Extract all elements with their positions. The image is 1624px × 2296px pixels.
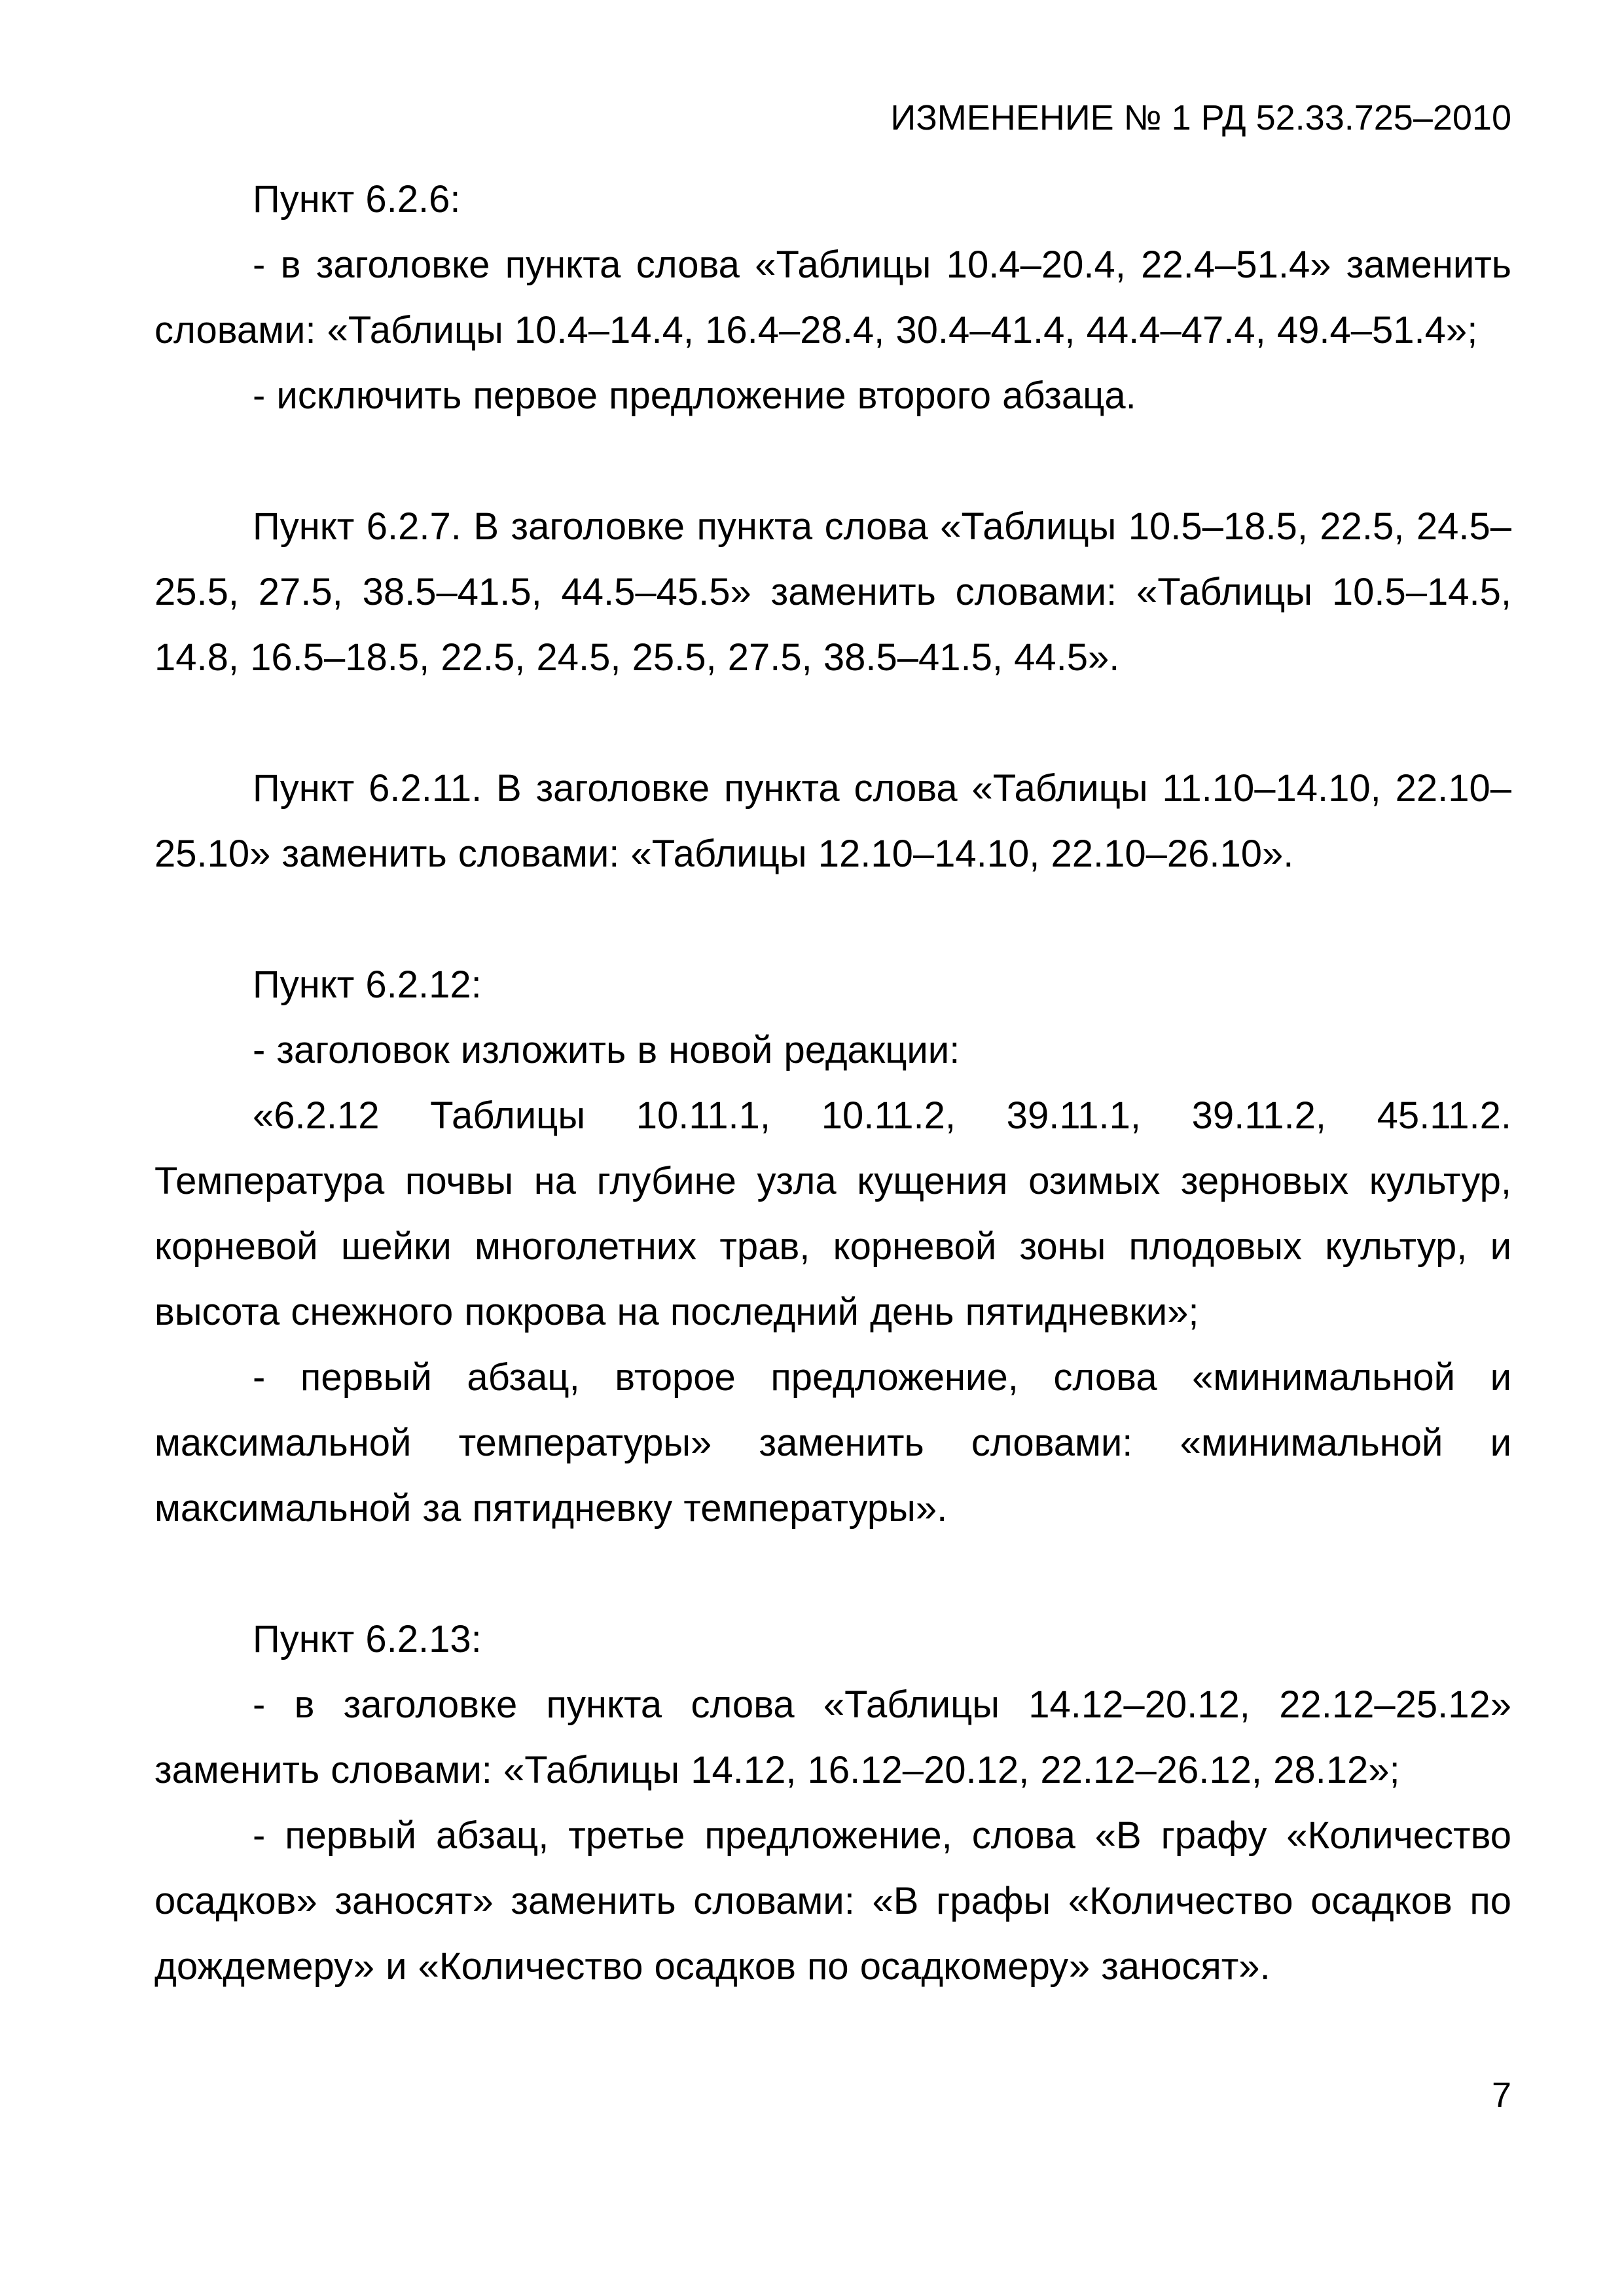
paragraph: Пункт 6.2.6: [253, 178, 461, 221]
document-header: ИЗМЕНЕНИЕ № 1 РД 52.33.725–2010 [890, 98, 1511, 137]
paragraph: - первый абзац, третье предложение, слова «В графу «Количество осадков» заносят» заменить словами: «В графы «Количество осадков по дождемеру» и «Количество осадков по осадкомеру» заносят». [154, 1814, 1511, 1988]
section-6-2-11 [154, 756, 1511, 887]
paragraph: Пункт 6.2.7. В заголовке пункта слова «Таблицы 10.5–18.5, 22.5, 24.5–25.5, 27.5, 38.5–41.5, 44.5–45.5» заменить словами: «Таблицы 10.5–14.5, 14.8, 16.5–18.5, 22.5, 24.5, 25.5, 27.5, 38.5–41.5, 44.5». [154, 505, 1511, 679]
page-number: 7 [1491, 2075, 1511, 2115]
paragraph: Пункт 6.2.13: [253, 1618, 482, 1660]
section-6-2-12 [154, 952, 1511, 1541]
paragraph: Пункт 6.2.12: [253, 963, 482, 1006]
paragraph: «6.2.12 Таблицы 10.11.1, 10.11.2, 39.11.1, 39.11.2, 45.11.2. Температура почвы на глубине узла кущения озимых зерновых культур, корневой шейки многолетних трав, корневой зоны плодовых культур, и высота снежного покрова на последний день пятидневки»; [154, 1094, 1511, 1333]
document-body [154, 167, 1511, 2000]
paragraph: - исключить первое предложение второго абзаца. [253, 374, 1136, 417]
paragraph: - в заголовке пункта слова «Таблицы 10.4–20.4, 22.4–51.4» заменить словами: «Таблицы 10.4–14.4, 16.4–28.4, 30.4–41.4, 44.4–47.4, 49.4–51.4»; [154, 243, 1511, 351]
paragraph: - в заголовке пункта слова «Таблицы 14.12–20.12, 22.12–25.12» заменить словами: «Таблицы 14.12, 16.12–20.12, 22.12–26.12, 28.12»; [154, 1683, 1511, 1791]
paragraph: Пункт 6.2.11. В заголовке пункта слова «Таблицы 11.10–14.10, 22.10–25.10» заменить словами: «Таблицы 12.10–14.10, 22.10–26.10». [154, 767, 1511, 875]
section-6-2-6 [154, 167, 1511, 429]
section-6-2-7 [154, 494, 1511, 691]
paragraph: - заголовок изложить в новой редакции: [253, 1029, 960, 1071]
paragraph: - первый абзац, второе предложение, слова «минимальной и максимальной температуры» заменить словами: «минимальной и максимальной за пятидневку температуры». [154, 1356, 1511, 1530]
section-6-2-13 [154, 1607, 1511, 2000]
